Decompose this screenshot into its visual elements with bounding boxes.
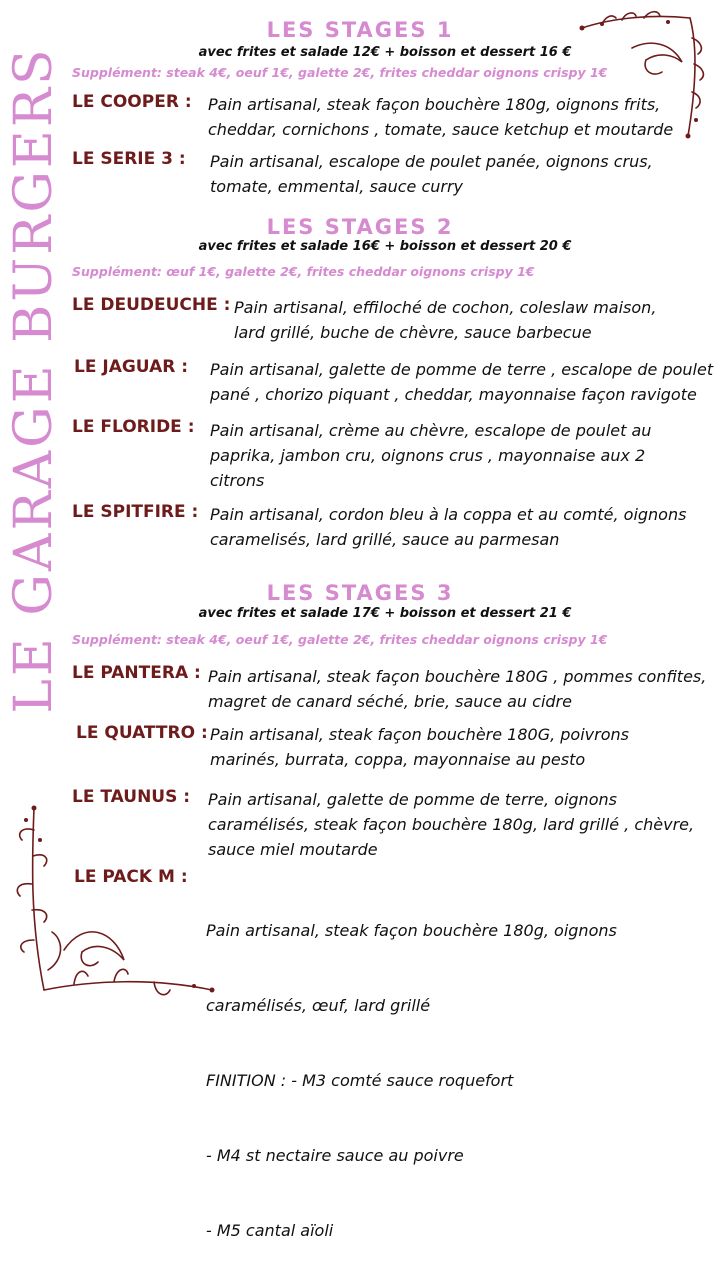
stage-3-title: LES STAGES 3 bbox=[266, 581, 454, 605]
burger-name-taunus: LE TAUNUS : bbox=[72, 787, 191, 807]
stage-2-price: avec frites et salade 16€ + boisson et dessert 20 € bbox=[198, 239, 572, 254]
burger-description-spitfire: Pain artisanal, cordon bleu à la coppa et au comté, oignons caramelisés, lard grillé, sauce au parmesan bbox=[210, 505, 687, 549]
stage-2-title: LES STAGES 2 bbox=[266, 215, 454, 239]
burger-name-pantera: LE PANTERA : bbox=[72, 663, 201, 683]
burger-name-jaguar: LE JAGUAR : bbox=[74, 357, 189, 377]
burger-description-serie-3: Pain artisanal, escalope de poulet panée, oignons crus, tomate, emmental, sauce curry bbox=[210, 152, 653, 196]
burger-description-jaguar: Pain artisanal, galette de pomme de terre , escalope de poulet pané , chorizo piquant , cheddar, mayonnaise façon ravigote bbox=[210, 360, 714, 404]
burger-name-serie-3: LE SERIE 3 : bbox=[72, 149, 186, 169]
burger-description-cooper: Pain artisanal, steak façon bouchère 180g, oignons frits, cheddar, cornichons , tomate, sauce ketchup et moutarde bbox=[208, 95, 674, 139]
stage-1-title: LES STAGES 1 bbox=[266, 18, 454, 42]
burger-name-deudeuche: LE DEUDEUCHE : bbox=[72, 295, 231, 315]
floral-ornament-bottom-left-icon bbox=[4, 800, 224, 1012]
burger-name-quattro: LE QUATTRO : bbox=[76, 723, 208, 743]
burger-description-pack-m: Pain artisanal, steak façon bouchère 180g, oignons caramélisés, œuf, lard grillé FINITION : - M3 comté sauce roquefort - M4 st nectaire sauce au poivre - M5 cantal aïoli bbox=[206, 921, 617, 1240]
burger-description-deudeuche: Pain artisanal, effiloché de cochon, coleslaw maison, lard grillé, buche de chèvre, sauce barbecue bbox=[234, 298, 657, 342]
burger-name-floride: LE FLORIDE : bbox=[72, 417, 195, 437]
stage-1-supplement: Supplément: steak 4€, oeuf 1€, galette 2€, frites cheddar oignons crispy 1€ bbox=[72, 65, 608, 80]
stage-3-supplement: Supplément: steak 4€, oeuf 1€, galette 2€, frites cheddar oignons crispy 1€ bbox=[72, 632, 608, 647]
burger-name-pack-m: LE PACK M : bbox=[74, 867, 188, 887]
burger-description-taunus: Pain artisanal, galette de pomme de terre, oignons caramélisés, steak façon bouchère 180g, lard grillé , chèvre, sauce miel moutarde bbox=[208, 790, 695, 859]
burger-name-cooper: LE COOPER : bbox=[72, 92, 192, 112]
stage-1-price: avec frites et salade 12€ + boisson et dessert 16 € bbox=[198, 45, 572, 60]
stage-2-supplement: Supplément: œuf 1€, galette 2€, frites cheddar oignons crispy 1€ bbox=[72, 264, 535, 279]
burger-name-spitfire: LE SPITFIRE : bbox=[72, 502, 199, 522]
stage-3-price: avec frites et salade 17€ + boisson et dessert 21 € bbox=[198, 606, 572, 621]
restaurant-name: LE GARAGE BURGERS bbox=[4, 46, 64, 714]
burger-description-pantera: Pain artisanal, steak façon bouchère 180G , pommes confites, magret de canard séché, brie, sauce au cidre bbox=[208, 667, 707, 711]
burger-description-floride: Pain artisanal, crème au chèvre, escalope de poulet au paprika, jambon cru, oignons crus , mayonnaise aux 2 citrons bbox=[210, 421, 652, 490]
burger-description-quattro: Pain artisanal, steak façon bouchère 180G, poivrons marinés, burrata, coppa, mayonnaise au pesto bbox=[210, 725, 629, 769]
